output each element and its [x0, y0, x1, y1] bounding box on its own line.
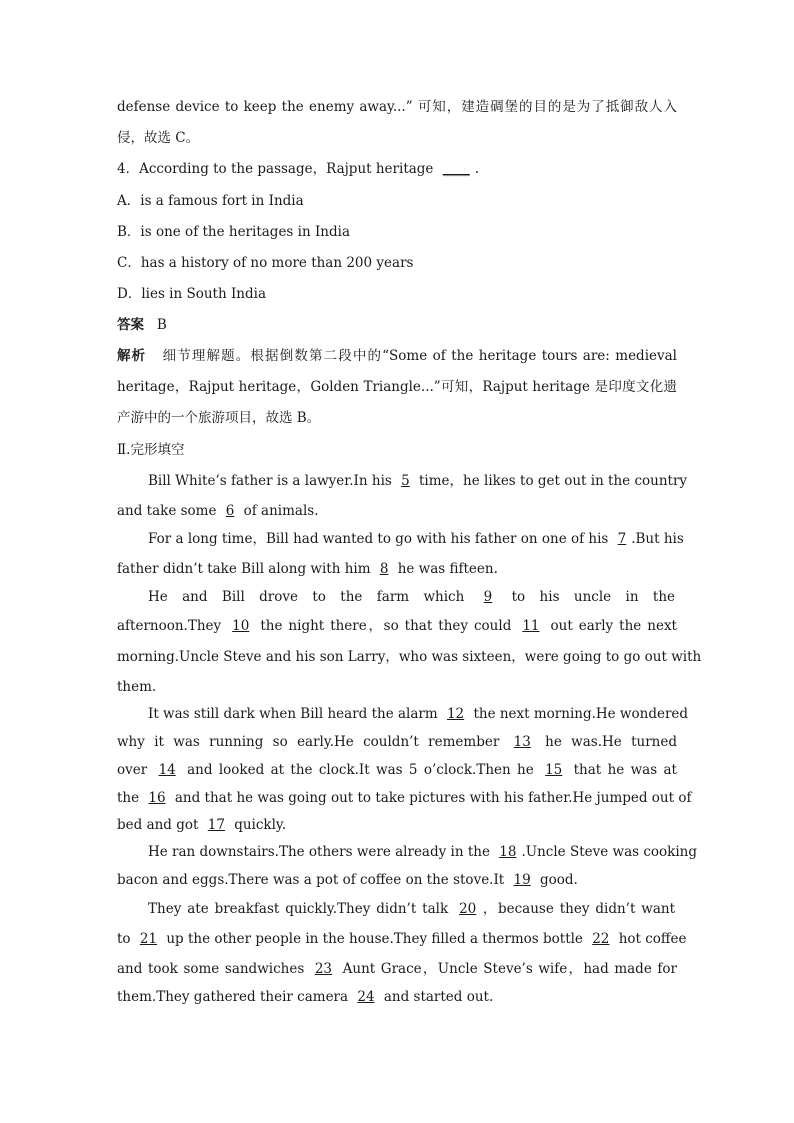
- passage-line: over 14 and looked at the clock.It was 5 o’clock.Then he 15 that he was at: [117, 762, 677, 778]
- question-4-stem: 4．According to the passage，Rajput heritage ____ .: [117, 161, 480, 177]
- blank-23: 23: [314, 961, 333, 977]
- blank-6: 6: [225, 503, 235, 519]
- blank-9: 9: [483, 589, 493, 605]
- blank-21: 21: [139, 931, 158, 947]
- blank-18: 18: [499, 844, 517, 860]
- blank-16: 16: [148, 790, 166, 806]
- blank-14: 14: [158, 762, 176, 778]
- blank-7: 7: [617, 531, 627, 547]
- blank-12: 12: [446, 706, 465, 722]
- passage-line: They ate breakfast quickly.They didn’t talk 20 ，because they didn’t want: [148, 901, 676, 917]
- blank-24: 24: [357, 989, 375, 1005]
- passage-line: He ran downstairs.The others were already in the 18 .Uncle Steve was cooking: [148, 844, 698, 860]
- passage-line: why it was running so early.He couldn’t remember 13 he was.He turned: [117, 734, 677, 750]
- blank-22: 22: [592, 931, 610, 947]
- passage-line: them.: [117, 679, 157, 695]
- blank-15: 15: [545, 762, 563, 778]
- answer-value: B: [156, 317, 167, 333]
- blank-17: 17: [207, 817, 225, 833]
- blank-10: 10: [232, 618, 250, 634]
- passage-line: them.They gathered their camera 24 and started out.: [117, 989, 494, 1005]
- passage-line: to 21 up the other people in the house.They filled a thermos bottle 22 hot coffee: [117, 931, 687, 947]
- passage-line: For a long time，Bill had wanted to go with his father on one of his 7 .But his: [148, 531, 684, 547]
- q3-analysis-tail-line2: 侵，故选 C。: [117, 130, 200, 146]
- passage-line: father didn’t take Bill along with him 8 he was fifteen.: [117, 561, 498, 577]
- option-b: B．is one of the heritages in India: [117, 224, 350, 240]
- blank-19: 19: [513, 872, 531, 888]
- analysis-label: 解析: [117, 348, 147, 364]
- blank-13: 13: [513, 734, 531, 750]
- passage-line: the 16 and that he was going out to take pictures with his father.He jumped out of: [117, 790, 692, 806]
- blank-5: 5: [401, 473, 410, 489]
- passage-line: and take some 6 of animals.: [117, 503, 319, 519]
- answer-line: [117, 316, 677, 334]
- passage-line: afternoon.They 10 the night there，so that they could 11 out early the next: [117, 618, 677, 634]
- passage-line: morning.Uncle Steve and his son Larry，who was sixteen，were going to go out with: [117, 649, 702, 665]
- blank-20: 20: [459, 901, 477, 917]
- question-4-blank: ____: [442, 161, 470, 177]
- blank-8: 8: [379, 561, 389, 577]
- passage-line: Bill White’s father is a lawyer.In his 5 time，he likes to get out in the country: [148, 473, 688, 489]
- option-d: D．lies in South India: [117, 286, 266, 302]
- passage-line: He and Bill drove to the farm which 9 to his uncle in the: [148, 589, 675, 605]
- analysis-line3: 产游中的一个旅游项目，故选 B。: [117, 410, 321, 426]
- blank-11: 11: [522, 618, 540, 634]
- analysis-line2: heritage，Rajput heritage，Golden Triangle...”可知，Rajput heritage 是印度文化遗: [117, 379, 677, 395]
- passage-line: bed and got 17 quickly.: [117, 817, 287, 833]
- section-title: Ⅱ.完形填空: [117, 442, 185, 458]
- q3-analysis-tail-line1: defense device to keep the enemy away...” 可知，建造碉堡的目的是为了抵御敌人入: [117, 99, 677, 115]
- passage-line: It was still dark when Bill heard the alarm 12 the next morning.He wondered: [148, 706, 689, 722]
- answer-label: 答案: [117, 317, 144, 333]
- passage-line: bacon and eggs.There was a pot of coffee on the stove.It 19 good.: [117, 872, 578, 888]
- option-c: C．has a history of no more than 200 years: [117, 255, 414, 271]
- option-a: A．is a famous fort in India: [117, 193, 304, 209]
- passage-line: and took some sandwiches 23 Aunt Grace，Uncle Steve’s wife，had made for: [117, 961, 677, 977]
- analysis-line1: 解析 细节理解题。根据倒数第二段中的“Some of the heritage tours are: medieval: [117, 348, 678, 364]
